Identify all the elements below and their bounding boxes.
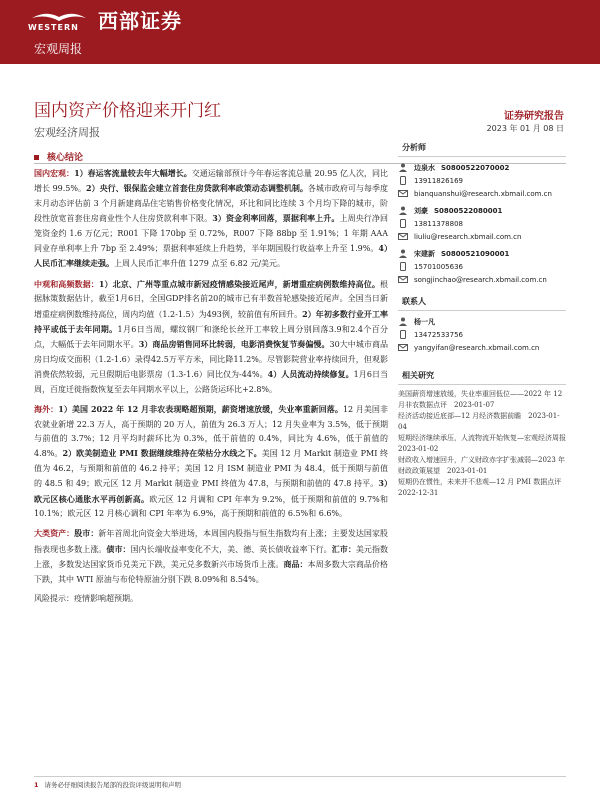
paragraph-text: 上周央行净回笼资金约 1.6 万亿元；R001 下降 170bp 至 0.72%，R007 下降 88bp 至 1.91%；1 年期 AAA 同业存单利率上升 7bp 至 2.49%；票据利率延续上升趋势，半年期国股行收益率上升至 1.9%。 <box>34 214 388 254</box>
key-point: 1）北京、广州等重点城市新冠疫情感染接近尾声，新增重症病例数维持高位。 <box>98 278 380 289</box>
paragraph-text: 新年首周北向资金大举进场，本周国内股指与恒生指数均有上涨；主要发达国家股指表现也多数上涨。 <box>34 529 388 554</box>
analyst-email[interactable]: songjinchao@research.xbmail.com.cn <box>414 275 547 284</box>
analyst-card <box>398 247 566 286</box>
paragraph-label: 大类资产： <box>34 528 75 539</box>
key-point: 1）春运客流量较去年大幅增长。 <box>74 168 192 178</box>
paragraph-text: 1月6日当周，百度迁徙指数恢复至去年同期水平以上，公路货运环比+2.8%。 <box>34 370 388 394</box>
paragraph-label: 中观和高频数据： <box>34 278 99 289</box>
footer <box>34 780 181 789</box>
key-point: 股市： <box>74 528 99 539</box>
analyst-name: 宋建新 <box>414 249 435 258</box>
person-icon <box>398 317 408 326</box>
key-point: 1）美国 2022 年 12 月非农表现略超预期，薪资增速放缓，失业率重新回落。 <box>58 404 343 415</box>
logo-text: WESTERN <box>28 23 79 32</box>
sidebar <box>398 140 573 499</box>
page-number: 1 <box>34 781 39 789</box>
paragraph-text: 12 月美国非农就业新增 22.3 万人，高于预期的 20 万人，前值为 26.3 万人；12 月失业率为 3.5%，低于预期与前值的 3.7%；12 月平均时薪环比为 0.3%，低于前值的 0.4%，同比为 4.6%，低于前值的 4.8%。 <box>34 405 388 459</box>
contact-name: 杨一凡 <box>414 317 435 326</box>
related-title: 相关研究 <box>398 368 566 385</box>
person-icon <box>398 163 408 172</box>
paragraph-text: 各城市政府可与每季度末月动态评估前 3 个月新建商品住宅销售价格变化情况，环比和同比连续 3 个月均下降的城市，阶段性放宽首套住房商业性个人住房贷款利率下限。 <box>34 184 388 224</box>
person-icon <box>398 206 408 215</box>
key-point: 债市： <box>106 543 131 554</box>
report-date: 2023 年 01 月 08 日 <box>486 124 564 133</box>
key-point: 3）商品房销售同环比转弱，电影消费恢复节奏偏慢。 <box>138 339 330 350</box>
footer-divider <box>34 776 566 777</box>
phone-icon <box>398 330 408 339</box>
key-point: 4）人员流动持续修复。 <box>267 369 354 380</box>
summary-paragraph <box>34 277 388 397</box>
email-icon <box>398 232 408 241</box>
analyst-email[interactable]: liuliu@research.xbmail.com.cn <box>414 232 522 241</box>
paragraph-text: 风险提示：疫情影响超预期。 <box>34 593 138 603</box>
paragraph-text: 30大中城市商品房日均成交面积（1.2-1.6）录得42.5万平方米，同比降11.2%。尽管影院营业率持续回升，但观影消费依然较弱，元旦假期后电影票房（1.3-1.6）同比仅为-44%。 <box>34 340 388 380</box>
related-report-link[interactable]: 财政收入增速回升，广义财政赤字扩张减弱—2023 年财政政策展望 2023-01-01 <box>398 456 566 475</box>
report-type: 证券研究报告 <box>504 111 564 122</box>
analysts-title: 分析师 <box>398 140 566 157</box>
paragraph-text: 美元指数上涨，多数发达国家货币兑美元下跌，美元兑多数新兴市场货币上涨。 <box>34 544 389 570</box>
paragraph-text: 上周人民币汇率升值 1279 点至 6.82 元/美元。 <box>114 259 286 269</box>
contact-card <box>398 315 566 354</box>
paragraph-label: 海外： <box>34 404 59 415</box>
report-subtitle: 宏观经济周报 <box>34 126 100 139</box>
related-report-link[interactable]: 经济活动接近底部—12 月经济数据前瞻 2023-01-04 <box>398 412 560 431</box>
phone-icon <box>398 219 408 228</box>
contacts-title: 联系人 <box>398 294 566 311</box>
paragraph-text: 交通运输部预计今年春运客流总量 20.95 亿人次，同比增长 99.5%。 <box>34 169 388 194</box>
section-header: 核心结论 <box>34 150 83 163</box>
key-point: 2）欧美制造业 PMI 数据继续维持在荣枯分水线之下。 <box>62 448 262 459</box>
key-point: 商品： <box>283 559 308 570</box>
key-point: 4）人民币汇率继续走强。 <box>34 243 388 269</box>
report-title: 国内资产价格迎来开门红 <box>34 101 221 121</box>
analyst-name: 刘豪 <box>414 206 428 215</box>
summary-paragraph <box>34 166 388 272</box>
email-icon <box>398 189 408 198</box>
analyst-cert: S0800522080001 <box>434 206 503 215</box>
paragraph-text: 根据脉策数据估计，截至1月6日，全国GDP排名前20的城市已有半数首轮感染接近尾声。全国当日新增重症病例数维持高位，周内均值（1.2-1.5）为493例，较前值有所回升。 <box>34 279 388 319</box>
contact-email[interactable]: yangyifan@research.xbmail.com.cn <box>414 343 540 352</box>
key-point: 3）资金利率回落，票据利率上升。 <box>212 213 340 224</box>
email-icon <box>398 275 408 284</box>
bullet-square-icon <box>34 155 39 160</box>
analyst-card <box>398 161 566 200</box>
analyst-phone: 13811378808 <box>414 219 463 228</box>
analyst-cert: S0800522070002 <box>441 163 510 172</box>
summary-paragraph <box>34 592 388 606</box>
email-icon <box>398 343 408 352</box>
paragraph-text: 本周多数大宗商品价格下跌，其中 WTI 原油与布伦特原油分别下跌 8.09%和 8.54%。 <box>34 560 389 584</box>
brand-name: 西部证券 <box>98 9 182 33</box>
paragraph-text: 1月6日当周，螺纹钢厂和涤纶长丝开工率较上周分别回落3.9和2.4个百分点，大幅低于去年同期水平。 <box>34 325 389 350</box>
paragraph-text: 美国 12 月 Markit 制造业 PMI 终值为 46.2，与预期和前值的 46.2 持平；美国 12 月 ISM 制造业 PMI 为 48.4，低于预期与前值的 48.5 和 49；欧元区 12 月 Markit 制造业 PMI 终值为 47.8，与预期和前值的 47.8 持平。 <box>34 449 389 489</box>
analyst-email[interactable]: bianquanshui@research.xbmail.com.cn <box>414 189 552 198</box>
phone-icon <box>398 176 408 185</box>
report-header <box>0 0 600 64</box>
analyst-card <box>398 204 566 243</box>
analyst-phone: 15701005636 <box>414 262 463 271</box>
publication-type: 宏观周报 <box>34 42 83 56</box>
key-point: 2）年初多数行业开工率持平或低于去年同期。 <box>34 308 388 335</box>
summary-paragraph <box>34 526 388 587</box>
summary-paragraph <box>34 402 388 521</box>
paragraph-text: 欧元区 12 月调和 CPI 年率为 9.2%，低于预期和前值的 9.7%和 10.1%；欧元区 12 月核心调和 CPI 年率为 6.9%，高于预期和前值的 6.5%和 6.6%。 <box>34 494 389 518</box>
analyst-phone: 13911826169 <box>414 176 463 185</box>
person-icon <box>398 249 408 258</box>
analyst-name: 边泉水 <box>414 163 435 172</box>
paragraph-text: 国内长端收益率变化不大，美、德、英长债收益率下行。 <box>130 544 332 554</box>
disclaimer: 请务必仔细阅读报告尾部的投资评级说明和声明 <box>44 781 182 789</box>
key-point: 汇市： <box>331 543 356 554</box>
analyst-cert: S0800521090001 <box>441 249 510 258</box>
related-report-link[interactable]: 短期仍在惯性，未来并不悲观—12 月 PMI 数据点评 2022-12-31 <box>398 478 569 497</box>
related-report-link[interactable]: 美国薪资增速放缓，失业率重回低位——2022 年 12 月非农数据点评 2023-01-07 <box>398 390 563 409</box>
paragraph-label: 国内宏观： <box>34 168 75 178</box>
key-point: 2）央行、银保监会建立首套住房贷款利率政策动态调整机制。 <box>86 183 308 194</box>
main-content <box>34 166 388 611</box>
key-point: 3）欧元区核心通胀水平再创新高。 <box>34 478 388 504</box>
related-report-link[interactable]: 短期经济继续承压，人流物流开始恢复—宏观经济周报 2023-01-02 <box>398 434 573 453</box>
contact-phone: 13472533756 <box>414 330 463 339</box>
phone-icon <box>398 262 408 271</box>
